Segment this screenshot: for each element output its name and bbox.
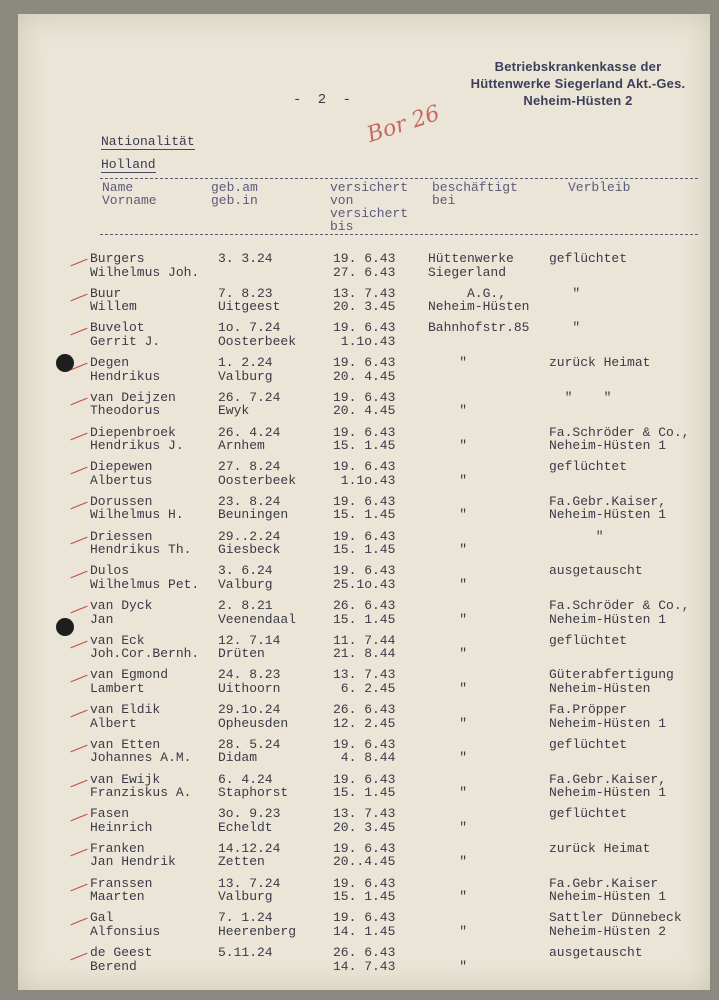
person-name: Fasen Heinrich <box>90 806 153 835</box>
check-mark <box>70 571 87 579</box>
whereabouts: ausgetauscht <box>549 945 643 960</box>
birth-info: 3. 3.24 <box>218 251 273 266</box>
table-row <box>18 460 710 494</box>
birth-info: 12. 7.14 Drüten <box>218 632 281 662</box>
whereabouts: " <box>572 285 581 301</box>
birth-info: 1o. 7.24 Oosterbeek <box>218 320 297 349</box>
employer: " <box>459 646 468 662</box>
whereabouts: geflüchtet <box>549 806 628 822</box>
table-row <box>18 564 710 598</box>
check-mark <box>70 502 87 510</box>
birth-info: 27. 8.24 Oosterbeek <box>218 459 297 488</box>
table-row <box>18 842 710 876</box>
insured-period: 19. 6.43 4. 8.44 <box>333 736 396 766</box>
check-mark <box>70 675 87 683</box>
insured-period: 11. 7.44 21. 8.44 <box>333 632 396 662</box>
person-name: van Eck Joh.Cor.Bernh. <box>90 632 200 662</box>
insured-period: 19. 6.43 27. 6.43 <box>333 251 396 280</box>
insured-period: 19. 6.43 1.1o.43 <box>333 459 396 488</box>
whereabouts: geflüchtet <box>549 459 628 475</box>
table-row <box>18 668 710 702</box>
check-mark <box>70 467 87 475</box>
person-name: van Deijzen Theodorus <box>90 389 176 419</box>
check-mark <box>70 849 87 857</box>
col-header-name: Name Vorname <box>102 180 157 208</box>
birth-info: 26. 7.24 Ewyk <box>218 389 281 419</box>
birth-info: 3. 6.24 Valburg <box>218 563 273 592</box>
whereabouts: ausgetauscht <box>549 563 643 579</box>
whereabouts: zurück Heimat <box>549 840 651 856</box>
employer: Bahnhofstr.85 <box>428 320 530 336</box>
table-row <box>18 738 710 772</box>
company-stamp <box>458 58 698 109</box>
insured-period: 19. 6.43 15. 1.45 <box>333 528 396 558</box>
section-label: Nationalität <box>101 134 195 149</box>
table-row <box>18 911 710 945</box>
person-name: van Etten Johannes A.M. <box>90 736 192 766</box>
header-rule-bottom <box>100 234 698 235</box>
insured-period: 13. 7.43 20. 3.45 <box>333 285 396 315</box>
whereabouts: geflüchtet <box>549 632 628 648</box>
check-mark <box>70 710 87 718</box>
whereabouts: geflüchtet <box>549 251 628 266</box>
birth-info: 3o. 9.23 Echeldt <box>218 806 281 835</box>
birth-info: 23. 8.24 Beuningen <box>218 493 289 523</box>
check-mark <box>70 328 87 336</box>
whereabouts: " <box>595 528 604 544</box>
whereabouts: Fa.Gebr.Kaiser, Neheim-Hüsten 1 <box>549 771 667 800</box>
birth-info: 24. 8.23 Uithoorn <box>218 667 281 696</box>
employer: " <box>459 819 468 835</box>
whereabouts: Fa.Pröpper Neheim-Hüsten 1 <box>549 702 667 731</box>
table-row <box>18 634 710 668</box>
check-mark <box>70 779 87 787</box>
table-row <box>18 287 710 321</box>
employer: " <box>459 923 468 939</box>
check-mark <box>70 259 87 267</box>
check-mark <box>70 606 87 614</box>
insured-period: 19. 6.43 15. 1.45 <box>333 771 396 800</box>
employer: A.G., Neheim-Hüsten <box>428 285 530 315</box>
insured-period: 19. 6.43 15. 1.45 <box>333 424 396 453</box>
person-name: Buur Willem <box>90 285 137 315</box>
person-name: van Dyck Jan <box>90 598 153 627</box>
person-name: Diepenbroek Hendrikus J. <box>90 424 184 453</box>
punch-hole <box>56 354 74 372</box>
birth-info: 29..2.24 Giesbeck <box>218 528 281 558</box>
insured-period: 19. 6.43 20. 4.45 <box>333 355 396 384</box>
table-row <box>18 530 710 564</box>
person-name: Driessen Hendrikus Th. <box>90 528 192 558</box>
table-row <box>18 877 710 911</box>
check-mark <box>70 953 87 961</box>
birth-info: 29.1o.24 Opheusden <box>218 702 289 731</box>
whereabouts: Fa.Schröder & Co., Neheim-Hüsten 1 <box>549 598 690 627</box>
birth-info: 14.12.24 Zetten <box>218 840 281 870</box>
person-name: Buvelot Gerrit J. <box>90 320 161 349</box>
birth-info: 28. 5.24 Didam <box>218 736 281 766</box>
page-number: - 2 - <box>293 92 356 108</box>
whereabouts: Güterabfertigung Neheim-Hüsten <box>549 667 674 696</box>
person-name: van Ewijk Franziskus A. <box>90 771 192 800</box>
table-row <box>18 426 710 460</box>
table-row <box>18 391 710 425</box>
birth-info: 2. 8.21 Veenendaal <box>218 598 297 627</box>
section-country: Holland <box>101 157 156 172</box>
birth-info: 7. 1.24 Heerenberg <box>218 910 297 939</box>
person-name: van Egmond Lambert <box>90 667 169 696</box>
insured-period: 19. 6.43 15. 1.45 <box>333 875 396 905</box>
employer: " <box>459 403 468 419</box>
person-name: de Geest Berend <box>90 945 153 974</box>
insured-period: 13. 7.43 6. 2.45 <box>333 667 396 696</box>
insured-period: 19. 6.43 20. 4.45 <box>333 389 396 419</box>
employer: " <box>459 611 468 627</box>
birth-info: 13. 7.24 Valburg <box>218 875 281 905</box>
whereabouts: " <box>572 320 581 336</box>
employer: " <box>459 785 468 800</box>
employer: Hüttenwerke Siegerland <box>428 251 514 280</box>
check-mark <box>70 918 87 926</box>
employer: " <box>459 715 468 731</box>
table-row <box>18 703 710 737</box>
birth-info: 1. 2.24 Valburg <box>218 355 273 384</box>
whereabouts: Fa.Schröder & Co., Neheim-Hüsten 1 <box>549 424 690 453</box>
employer: " <box>459 889 468 905</box>
check-mark <box>70 744 87 752</box>
insured-period: 19. 6.43 1.1o.43 <box>333 320 396 349</box>
table-row <box>18 807 710 841</box>
whereabouts: Sattler Dünnebeck Neheim-Hüsten 2 <box>549 910 682 939</box>
person-name: Franssen Maarten <box>90 875 153 905</box>
employer: " <box>459 438 468 453</box>
check-mark <box>70 536 87 544</box>
stamp-line-3: Neheim-Hüsten 2 <box>523 93 633 108</box>
employer: " <box>459 750 468 766</box>
table-row <box>18 946 710 980</box>
birth-info: 7. 8.23 Uitgeest <box>218 285 281 315</box>
employer: " <box>459 507 468 523</box>
whereabouts: Fa.Gebr.Kaiser Neheim-Hüsten 1 <box>549 875 667 905</box>
insured-period: 19. 6.43 20..4.45 <box>333 840 396 870</box>
person-name: Dulos Wilhelmus Pet. <box>90 563 200 592</box>
insured-period: 19. 6.43 15. 1.45 <box>333 493 396 523</box>
handwritten-note: Bor 26 <box>363 101 443 148</box>
insured-period: 26. 6.43 14. 7.43 <box>333 945 396 974</box>
table-row <box>18 321 710 355</box>
check-mark <box>70 883 87 891</box>
check-mark <box>70 432 87 440</box>
employer: " <box>459 576 468 592</box>
birth-info: 26. 4.24 Arnhem <box>218 424 281 453</box>
stamp-line-1: Betriebskrankenkasse der <box>494 59 662 74</box>
insured-period: 19. 6.43 25.1o.43 <box>333 563 396 592</box>
whereabouts: zurück Heimat <box>549 355 651 371</box>
person-name: Burgers Wilhelmus Joh. <box>90 251 200 280</box>
employer: " <box>459 355 468 371</box>
person-name: Gal Alfonsius <box>90 910 161 939</box>
check-mark <box>70 397 87 405</box>
document-page <box>18 14 710 990</box>
person-name: Diepewen Albertus <box>90 459 153 488</box>
employer: " <box>459 854 468 870</box>
insured-period: 19. 6.43 14. 1.45 <box>333 910 396 939</box>
person-name: Franken Jan Hendrik <box>90 840 176 870</box>
col-header-employed: beschäftigt bei <box>432 180 518 208</box>
employer: " <box>459 472 468 488</box>
table-row <box>18 495 710 529</box>
whereabouts: geflüchtet <box>549 736 628 752</box>
whereabouts: Fa.Gebr.Kaiser, Neheim-Hüsten 1 <box>549 493 667 523</box>
table-row <box>18 356 710 390</box>
employer: " <box>459 958 468 974</box>
check-mark <box>70 640 87 648</box>
check-mark <box>70 814 87 822</box>
birth-info: 6. 4.24 Staphorst <box>218 771 289 800</box>
person-name: van Eldik Albert <box>90 702 161 731</box>
table-row <box>18 252 710 286</box>
check-mark <box>70 293 87 301</box>
employer: " <box>459 542 468 558</box>
punch-hole <box>56 618 74 636</box>
person-name: Dorussen Wilhelmus H. <box>90 493 184 523</box>
insured-period: 13. 7.43 20. 3.45 <box>333 806 396 835</box>
insured-period: 26. 6.43 15. 1.45 <box>333 598 396 627</box>
table-row <box>18 599 710 633</box>
employer: " <box>459 680 468 696</box>
col-header-born: geb.am geb.in <box>211 180 258 208</box>
col-header-insured: versichert von versichert bis <box>330 180 409 234</box>
table-row <box>18 773 710 807</box>
col-header-whereabouts: Verbleib <box>568 180 631 195</box>
stamp-line-2: Hüttenwerke Siegerland Akt.-Ges. <box>470 76 686 91</box>
whereabouts: " " <box>564 389 612 405</box>
birth-info: 5.11.24 <box>218 945 273 960</box>
insured-period: 26. 6.43 12. 2.45 <box>333 702 396 731</box>
header-rule-top <box>100 178 698 179</box>
person-name: Degen Hendrikus <box>90 355 161 384</box>
